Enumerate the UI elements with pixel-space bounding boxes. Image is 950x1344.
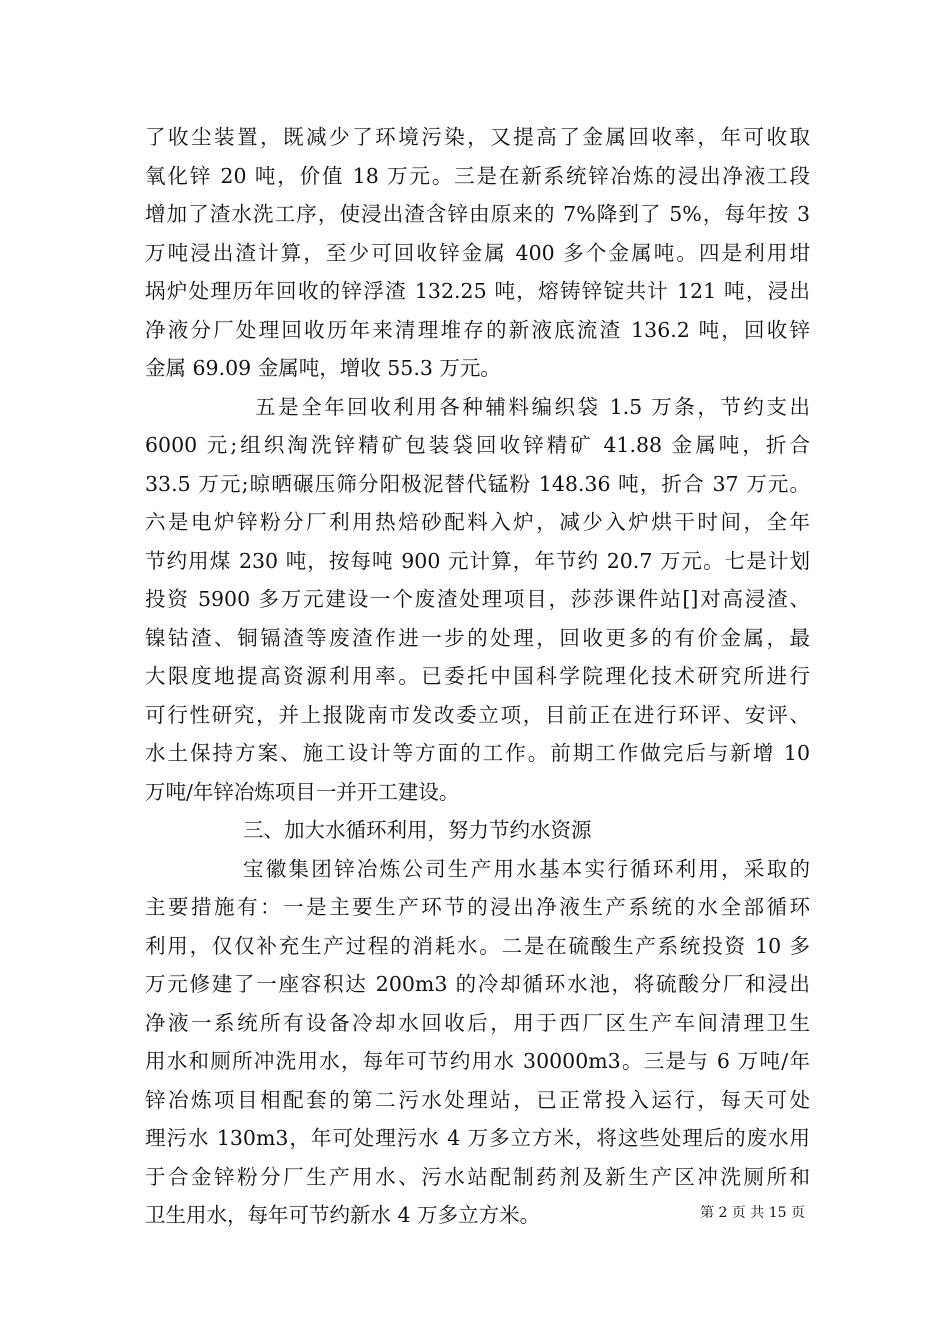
text-line: 氧化锌 20 吨，价值 18 万元。三是在新系统锌冶炼的浸出净液工段 [145,163,810,188]
text-line: 水土保持方案、施工设计等方面的工作。前期工作做完后与新增 10 [145,741,810,765]
text-line: 锌冶炼项目相配套的第二污水处理站，已正常投入运行，每天可处 [145,1087,810,1112]
text-line: 埚炉处理历年回收的锌浮渣 132.25 吨，熔铸锌锭共计 121 吨，浸出 [145,279,810,303]
text-line: 六是电炉锌粉分厂利用热焙砂配料入炉，减少入炉烘干时间，全年 [145,510,810,534]
text-line: 增加了渣水洗工序，使浸出渣含锌由原来的 7%降到了 5%，每年按 3 [145,202,810,226]
section-heading: 三、加大水循环利用，努力节约水资源 [243,818,592,842]
body-text [145,118,810,1235]
text-line: 理污水 130m3，年可处理污水 4 万多立方米，将这些处理后的废水用 [145,1126,810,1150]
text-line: 万元修建了一座容积达 200m3 的冷却循环水池，将硫酸分厂和浸出 [145,972,810,996]
text-line: 6000 元;组织淘洗锌精矿包装袋回收锌精矿 41.88 金属吨，折合 [145,433,810,457]
text-line: 五是全年回收利用各种辅料编织袋 1.5 万条，节约支出 [255,394,810,419]
text-line: 净液一系统所有设备冷却水回收后，用于西厂区生产车间清理卫生 [145,1010,810,1035]
text-line: 用水和厕所冲洗用水，每年可节约用水 30000m3。三是与 6 万吨/年 [145,1049,810,1073]
text-line: 镍钴渣、铜镉渣等废渣作进一步的处理，回收更多的有价金属，最 [145,625,810,650]
text-line: 万吨/年锌冶炼项目一并开工建设。 [145,779,460,804]
text-line: 净液分厂处理回收历年来清理堆存的新液底流渣 136.2 吨，回收锌 [145,317,810,342]
text-line: 卫生用水，每年可节约新水 4 万多立方米。 [145,1203,541,1227]
text-line: 主要措施有：一是主要生产环节的浸出净液生产系统的水全部循环 [145,895,810,919]
text-line: 大限度地提高资源利用率。已委托中国科学院理化技术研究所进行 [145,664,810,688]
text-line: 了收尘装置，既减少了环境污染，又提高了金属回收率，年可收取 [145,125,810,149]
text-line: 宝徽集团锌冶炼公司生产用水基本实行循环利用，采取的 [243,856,810,881]
text-line: 金属 69.09 金属吨，增收 55.3 万元。 [145,356,501,380]
text-line: 33.5 万元;晾晒碾压筛分阳极泥替代锰粉 148.36 吨，折合 37 万元。 [145,471,810,496]
page-number: 第 2 页 共 15 页 [700,1205,805,1221]
text-line: 万吨浸出渣计算，至少可回收锌金属 400 多个金属吨。四是利用坩 [145,240,810,265]
text-line: 可行性研究，并上报陇南市发改委立项，目前正在进行环评、安评、 [145,702,810,727]
text-line: 利用，仅仅补充生产过程的消耗水。二是在硫酸生产系统投资 10 多 [145,933,810,958]
text-line: 节约用煤 230 吨，按每吨 900 元计算，年节约 20.7 万元。七是计划 [145,548,810,573]
text-line: 于合金锌粉分厂生产用水、污水站配制药剂及新生产区冲洗厕所和 [145,1164,810,1189]
text-line: 投资 5900 多万元建设一个废渣处理项目，莎莎课件站[]对高浸渣、 [145,587,810,611]
